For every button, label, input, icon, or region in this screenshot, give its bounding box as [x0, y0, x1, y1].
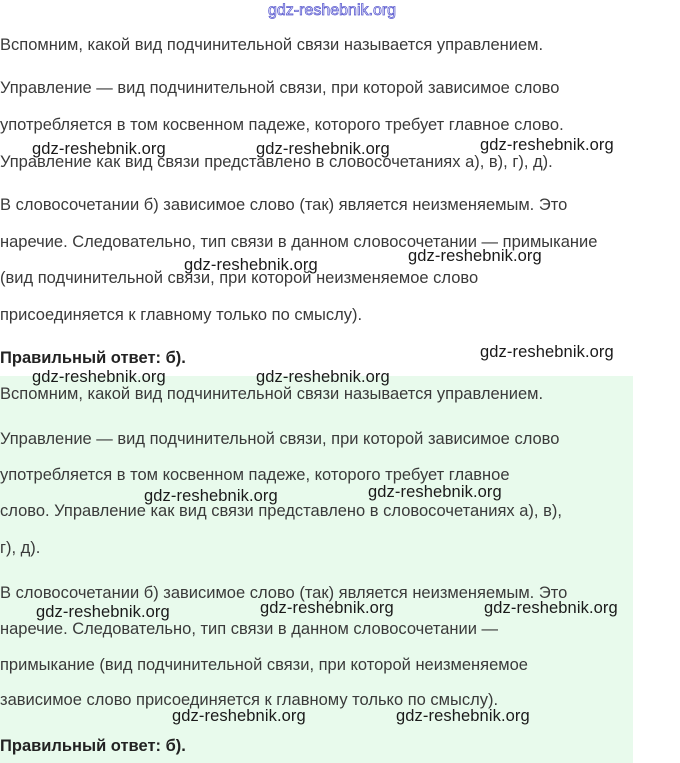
answer-1-line-5: В словосочетании б) зависимое слово (так) является неизменяемым. Это: [0, 196, 568, 214]
answer-1-line-7: (вид подчинительной связи, при которой неизменяемое слово: [0, 269, 479, 287]
answer-2-line-3: употребляется в том косвенном падеже, которого требует главное: [0, 466, 510, 484]
answer-1-line-8: присоединяется к главному только по смыслу).: [0, 306, 363, 324]
watermark: gdz-reshebnik.org: [480, 136, 614, 154]
watermark: gdz-reshebnik.org: [32, 140, 166, 158]
answer-2-correct: Правильный ответ: б).: [0, 737, 186, 755]
answer-2-line-8: примыкание (вид подчинительной связи, при которой неизменяемое: [0, 656, 528, 674]
answer-1-line-6: наречие. Следовательно, тип связи в данном словосочетании — примыкание: [0, 233, 598, 251]
watermark: gdz-reshebnik.org: [480, 343, 614, 361]
watermark: gdz-reshebnik.org: [260, 599, 394, 617]
answer-2-line-4: слово. Управление как вид связи представлено в словосочетаниях а), в),: [0, 502, 562, 520]
watermark: gdz-reshebnik.org: [32, 368, 166, 386]
watermark: gdz-reshebnik.org: [172, 707, 306, 725]
watermark: gdz-reshebnik.org: [256, 368, 390, 386]
watermark: gdz-reshebnik.org: [408, 247, 542, 265]
watermark: gdz-reshebnik.org: [484, 599, 618, 617]
answer-2-line-2: Управление — вид подчинительной связи, при которой зависимое слово: [0, 430, 560, 448]
answer-2-line-6: В словосочетании б) зависимое слово (так) является неизменяемым. Это: [0, 584, 568, 602]
answer-2-line-7: наречие. Следовательно, тип связи в данном словосочетании —: [0, 620, 499, 638]
watermark: gdz-reshebnik.org: [144, 487, 278, 505]
answer-2-line-1: Вспомним, какой вид подчинительной связи называется управлением.: [0, 385, 544, 403]
watermark: gdz-reshebnik.org: [36, 603, 170, 621]
watermark: gdz-reshebnik.org: [368, 483, 502, 501]
answer-2-line-5: г), д).: [0, 539, 41, 557]
watermark: gdz-reshebnik.org: [256, 140, 390, 158]
answer-1-line-1: Вспомним, какой вид подчинительной связи называется управлением.: [0, 36, 544, 54]
header-watermark: gdz-reshebnik.org: [268, 2, 397, 19]
answer-1-line-2: Управление — вид подчинительной связи, при которой зависимое слово: [0, 79, 560, 97]
watermark: gdz-reshebnik.org: [184, 256, 318, 274]
answer-2-line-9: зависимое слово присоединяется к главному только по смыслу).: [0, 691, 499, 709]
watermark: gdz-reshebnik.org: [396, 707, 530, 725]
answer-1-correct: Правильный ответ: б).: [0, 349, 186, 367]
answer-1-line-4: Управление как вид связи представлено в словосочетаниях а), в), г), д).: [0, 153, 553, 171]
answer-1-line-3: употребляется в том косвенном падеже, которого требует главное слово.: [0, 116, 564, 134]
